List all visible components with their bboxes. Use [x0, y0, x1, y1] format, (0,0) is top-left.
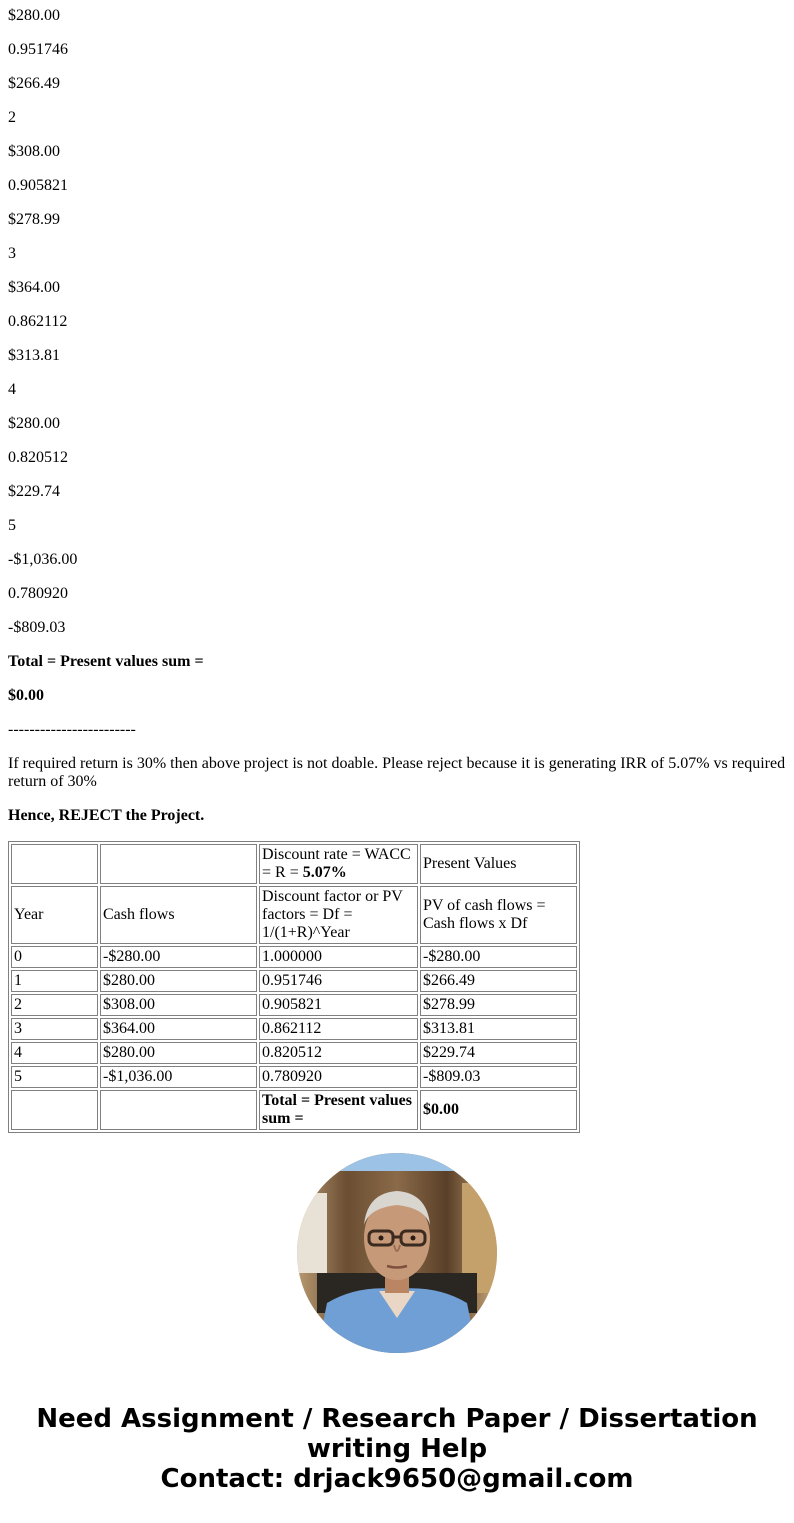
- table-row: [11, 1042, 577, 1064]
- year-header: Year: [11, 886, 98, 944]
- text-line: 0.951746: [8, 41, 68, 58]
- table-row: [11, 970, 577, 992]
- decision-text: Hence, REJECT the Project.: [8, 807, 205, 824]
- cash-flow-cell: $364.00: [100, 1018, 257, 1040]
- tutor-photo: [297, 1153, 497, 1353]
- table-total-value: $0.00: [420, 1090, 577, 1130]
- year-cell: 0: [11, 946, 98, 968]
- year-cell: 2: [11, 994, 98, 1016]
- cash-flow-cell: $280.00: [100, 970, 257, 992]
- discount-rate-value: 5.07%: [302, 864, 347, 881]
- discount-factor-cell: 0.951746: [259, 970, 418, 992]
- table-cell-empty: [100, 1090, 257, 1130]
- text-line: 2: [8, 109, 16, 126]
- text-line: $308.00: [8, 143, 60, 160]
- cash-flow-cell: -$1,036.00: [100, 1066, 257, 1088]
- conclusion-paragraph: If required return is 30% then above project is not doable. Please reject because it is generating IRR of 5.07% vs required return of 30%: [8, 755, 786, 790]
- discount-factor-cell: 0.905821: [259, 994, 418, 1016]
- text-line: 0.820512: [8, 449, 68, 466]
- text-line: -$1,036.00: [8, 551, 78, 568]
- present-value-cell: $229.74: [420, 1042, 577, 1064]
- year-cell: 3: [11, 1018, 98, 1040]
- promo-contact: Contact: drjack9650@gmail.com: [160, 1464, 634, 1494]
- text-line: 0.905821: [8, 177, 68, 194]
- total-value: $0.00: [8, 687, 44, 704]
- present-value-cell: $278.99: [420, 994, 577, 1016]
- table-cell-empty: [11, 844, 98, 884]
- text-line: $280.00: [8, 7, 60, 24]
- table-row: [11, 946, 577, 968]
- table-total-label: Total = Present values sum =: [259, 1090, 418, 1130]
- year-cell: 4: [11, 1042, 98, 1064]
- text-line: 0.862112: [8, 313, 68, 330]
- avatar: [297, 1153, 497, 1353]
- year-cell: 1: [11, 970, 98, 992]
- discount-factor-header: Discount factor or PV factors = Df = 1/(1+R)^Year: [259, 886, 418, 944]
- cash-flow-cell: $280.00: [100, 1042, 257, 1064]
- present-value-cell: $313.81: [420, 1018, 577, 1040]
- present-value-cell: -$809.03: [420, 1066, 577, 1088]
- year-cell: 5: [11, 1066, 98, 1088]
- table-header-row: [11, 886, 577, 944]
- pv-cash-flows-header: PV of cash flows = Cash flows x Df: [420, 886, 577, 944]
- table-cell-empty: [100, 844, 257, 884]
- text-line: 4: [8, 381, 16, 398]
- promo-headline: Need Assignment / Research Paper / Dissertation writing Help: [36, 1404, 758, 1464]
- discount-rate-label: Discount rate = WACC = R =: [262, 846, 411, 881]
- table-total-row: [11, 1090, 577, 1130]
- table-header-row: [11, 844, 577, 884]
- cash-flow-cell: $308.00: [100, 994, 257, 1016]
- text-line: -$809.03: [8, 619, 66, 636]
- promo-banner: [0, 1404, 794, 1494]
- table-row: [11, 1018, 577, 1040]
- total-label: Total = Present values sum =: [8, 653, 204, 670]
- text-line: $364.00: [8, 279, 60, 296]
- text-line: $266.49: [8, 75, 60, 92]
- cash-flows-header: Cash flows: [100, 886, 257, 944]
- discount-factor-cell: 0.780920: [259, 1066, 418, 1088]
- discount-factor-cell: 0.862112: [259, 1018, 418, 1040]
- text-line: $229.74: [8, 483, 60, 500]
- discount-factor-cell: 0.820512: [259, 1042, 418, 1064]
- separator: ------------------------: [8, 721, 136, 738]
- solution-text: [8, 0, 786, 825]
- discount-rate-cell: [259, 844, 418, 884]
- text-line: 5: [8, 517, 16, 534]
- present-values-header: Present Values: [420, 844, 577, 884]
- table-row: [11, 1066, 577, 1088]
- present-value-cell: $266.49: [420, 970, 577, 992]
- cash-flow-cell: -$280.00: [100, 946, 257, 968]
- text-line: $313.81: [8, 347, 60, 364]
- table-cell-empty: [11, 1090, 98, 1130]
- discount-factor-cell: 1.000000: [259, 946, 418, 968]
- text-line: $280.00: [8, 415, 60, 432]
- present-value-cell: -$280.00: [420, 946, 577, 968]
- table-row: [11, 994, 577, 1016]
- text-line: 3: [8, 245, 16, 262]
- text-line: $278.99: [8, 211, 60, 228]
- present-value-table: [8, 841, 580, 1133]
- text-line: 0.780920: [8, 585, 68, 602]
